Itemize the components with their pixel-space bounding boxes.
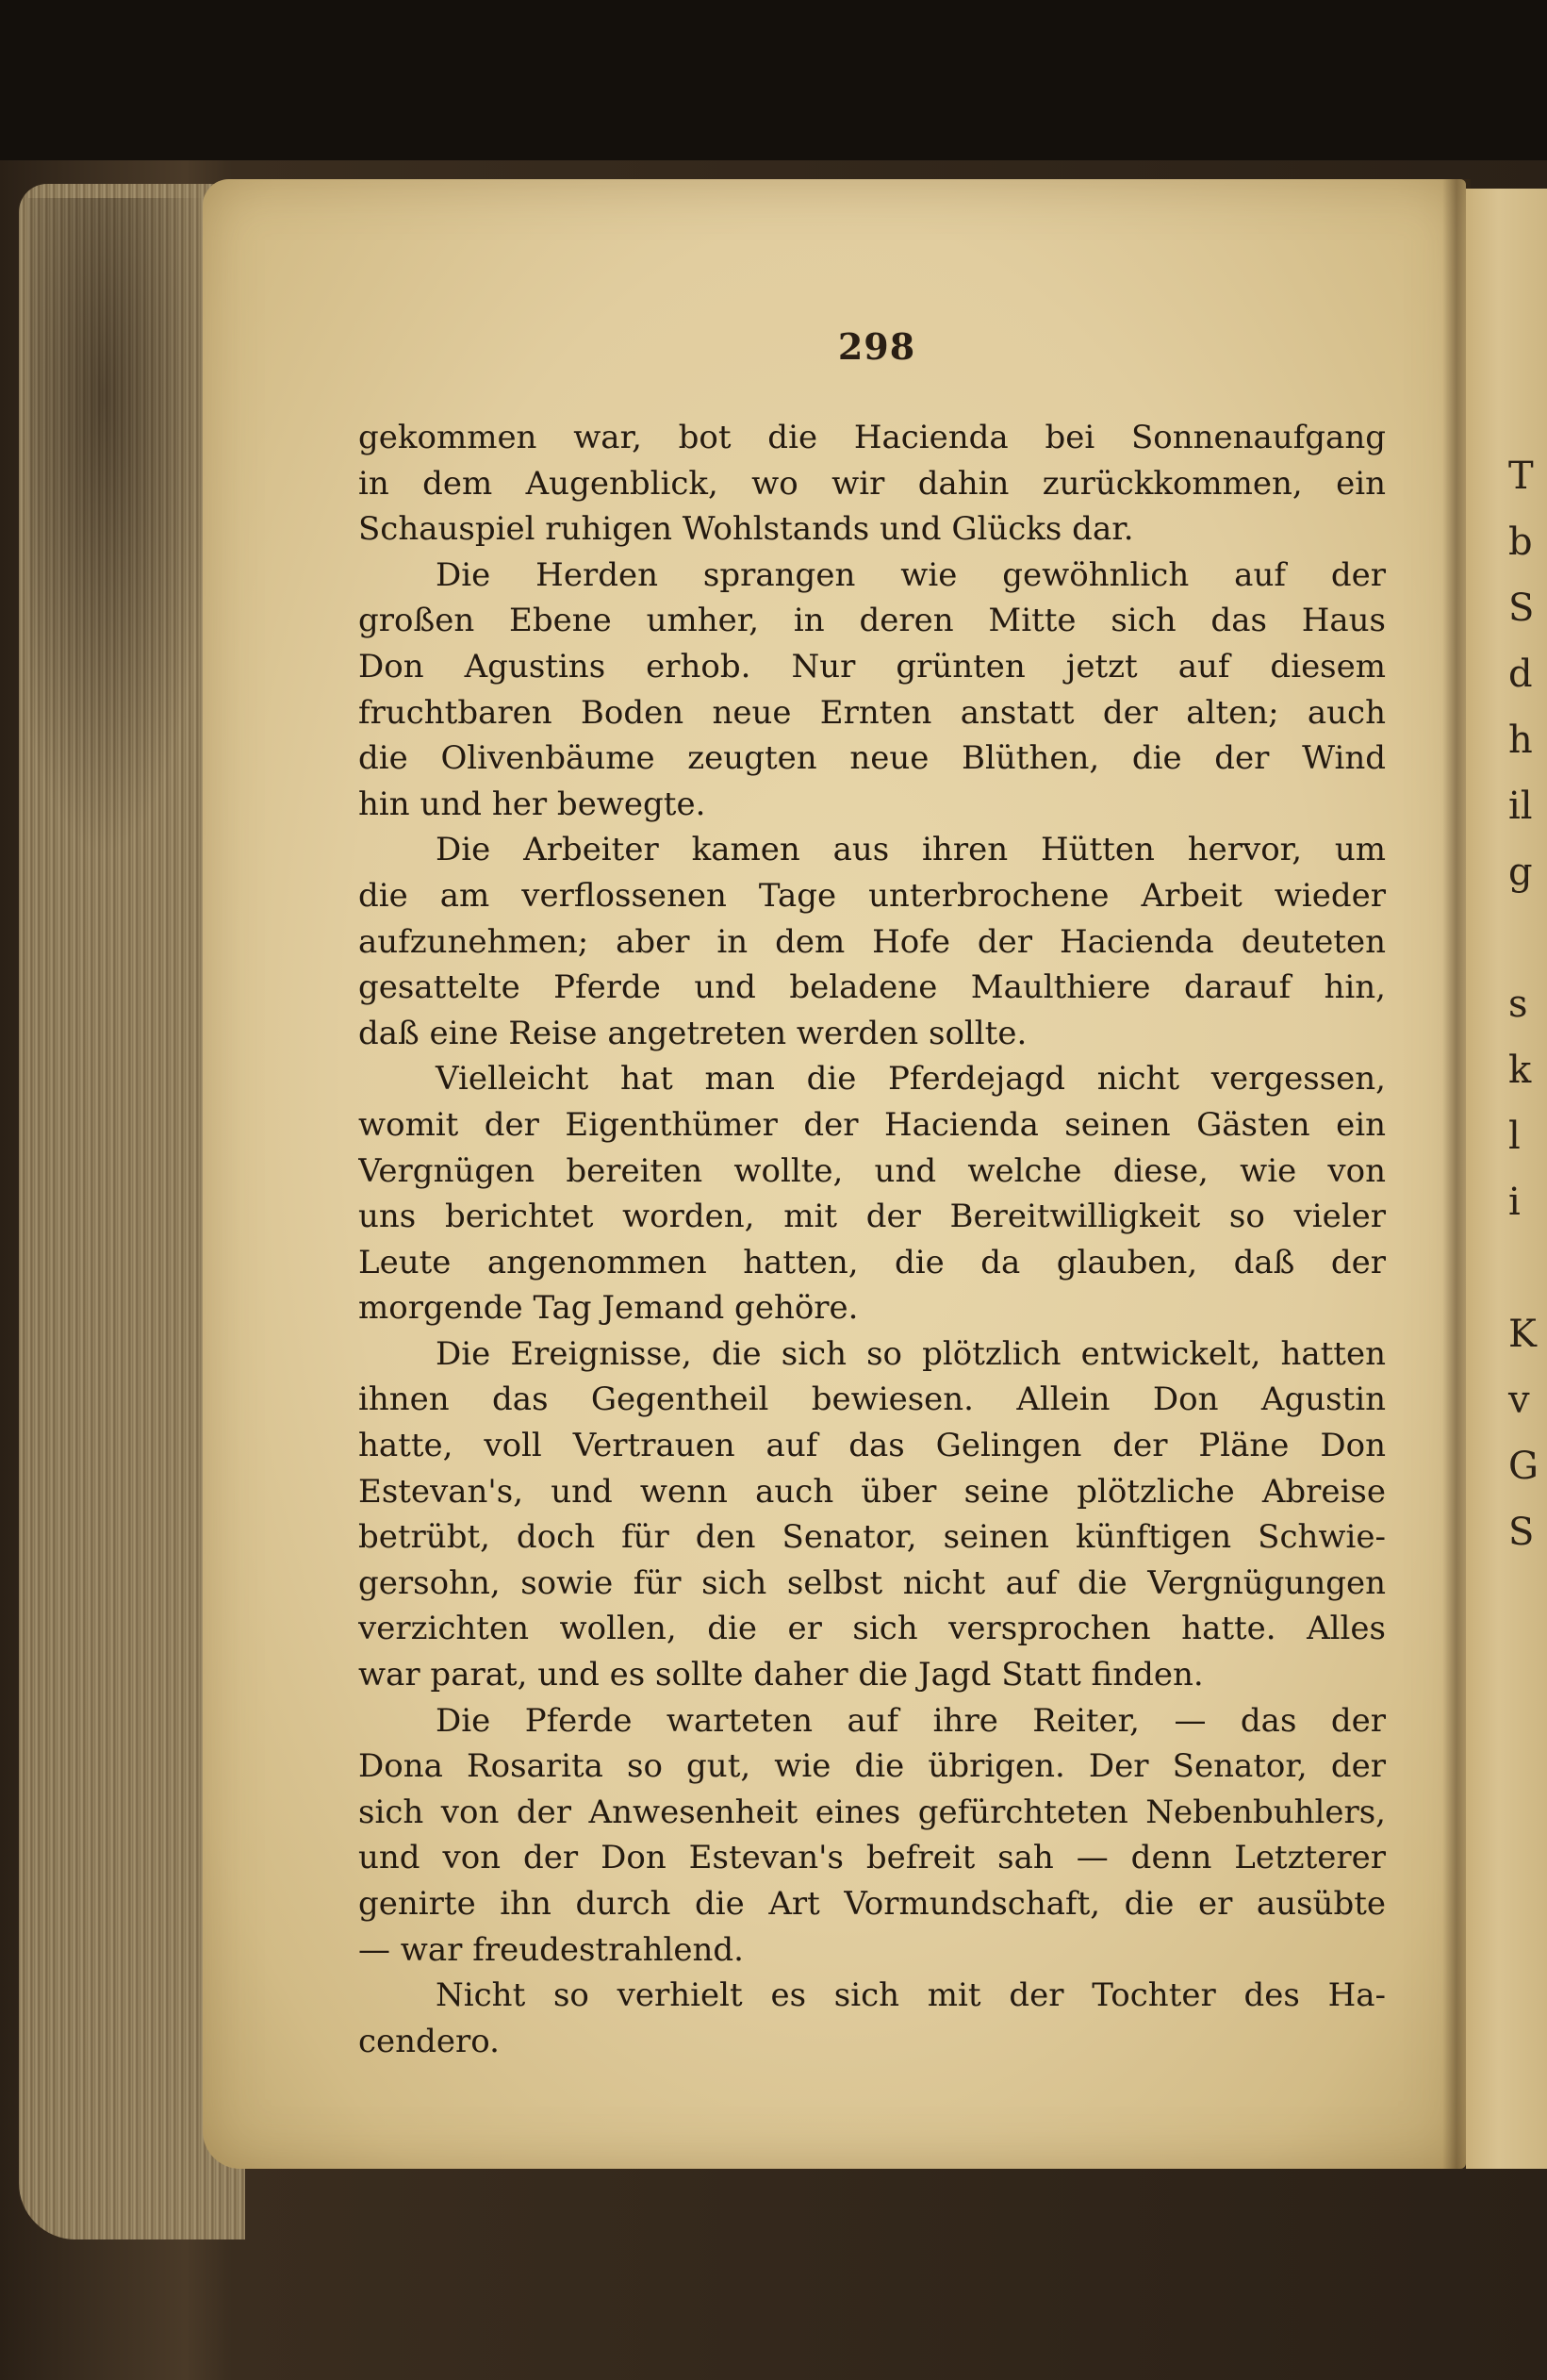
right-page-fragment: il [1508,785,1533,828]
page-text-body [358,415,1386,2064]
text-line: und von der Don Estevan's befreit sah — denn Letzterer [358,1839,1386,1877]
text-line: uns berichtet worden, mit der Bereitwilligkeit so vieler [358,1198,1386,1236]
text-line: die am verflossenen Tage unterbrochene Arbeit wieder [358,876,1386,915]
text-line: hin und her bewegte. [358,785,706,823]
text-line: Dona Rosarita so gut, wie die übrigen. Der Senator, der [358,1747,1386,1786]
right-page-fragment: T [1508,455,1534,498]
text-line: aufzunehmen; aber in dem Hofe der Hacienda deuteten [358,922,1386,961]
text-line: Vergnügen bereiten wollte, und welche diese, wie von [358,1151,1386,1190]
text-line: daß eine Reise angetreten werden sollte. [358,1014,1028,1052]
text-line: Schauspiel ruhigen Wohlstands und Glücks dar. [358,510,1134,549]
text-line: betrübt, doch für den Senator, seinen künftigen Schwie- [358,1518,1386,1557]
text-line: Estevan's, und wenn auch über seine plötzliche Abreise [358,1472,1386,1511]
text-line: in dem Augenblick, wo wir dahin zurückkommen, ein [358,464,1386,503]
right-page-fragments [1508,443,1546,1565]
text-line: gesattelte Pferde und beladene Maulthiere darauf hin, [358,968,1386,1007]
edge-stain [28,198,217,858]
right-page-fragment [1508,905,1546,971]
right-page-fragment: S [1508,587,1535,630]
right-page-fragment: l [1508,1115,1521,1158]
text-line: morgende Tag Jemand gehöre. [358,1289,859,1328]
text-line: Die Pferde warteten auf ihre Reiter, — das der [436,1701,1386,1740]
text-line: Die Arbeiter kamen aus ihren Hütten hervor, um [436,831,1386,869]
text-line: genirte ihn durch die Art Vormundschaft, die er ausübte [358,1885,1386,1923]
page-number: 298 [837,325,916,368]
text-line: Die Ereignisse, die sich so plötzlich entwickelt, hatten [436,1334,1386,1373]
text-line: Don Agustins erhob. Nur grünten jetzt auf diesem [358,647,1386,686]
text-line: fruchtbaren Boden neue Ernten anstatt der alten; auch [358,693,1386,732]
text-line: gersohn, sowie für sich selbst nicht auf die Vergnügungen [358,1563,1386,1602]
right-page-fragment: G [1508,1445,1539,1488]
text-line: womit der Eigenthümer der Hacienda seinen Gästen ein [358,1105,1386,1144]
text-line: großen Ebene umher, in deren Mitte sich das Haus [358,602,1386,640]
text-line: cendero. [358,2022,500,2060]
text-line: gekommen war, bot die Hacienda bei Sonnenaufgang [358,419,1386,456]
right-page-fragment: b [1508,521,1533,564]
text-line: Leute angenommen hatten, die da glauben, daß der [358,1243,1386,1281]
right-page-fragment: g [1508,851,1533,894]
right-page-fragment: d [1508,653,1533,696]
right-page-fragment: k [1508,1049,1532,1092]
text-line: war parat, und es sollte daher die Jagd Statt finden. [358,1656,1204,1694]
right-page-fragment: h [1508,719,1533,762]
text-line: Die Herden sprangen wie gewöhnlich auf der [436,555,1386,594]
text-line: sich von der Anwesenheit eines gefürchteten Nebenbuhlers, [358,1793,1386,1831]
text-line: Nicht so verhielt es sich mit der Tochter des Ha- [436,1976,1386,2015]
right-page-fragment: v [1508,1379,1530,1422]
right-page-fragment: i [1508,1181,1521,1224]
text-line: verzichten wollen, die er sich versprochen hatte. Alles [358,1610,1386,1648]
right-page-fragment: K [1508,1313,1537,1356]
right-page-fragment: s [1508,983,1528,1026]
right-page-fragment: S [1508,1511,1535,1554]
text-line: ihnen das Gegentheil bewiesen. Allein Don Agustin [358,1380,1386,1419]
text-line: — war freudestrahlend. [358,1930,744,1969]
right-page-fragment [1508,1235,1546,1301]
text-line: die Olivenbäume zeugten neue Blüthen, die der Wind [358,739,1386,778]
text-line: hatte, voll Vertrauen auf das Gelingen der Pläne Don [358,1427,1386,1465]
text-line: Vielleicht hat man die Pferdejagd nicht vergessen, [436,1060,1386,1099]
